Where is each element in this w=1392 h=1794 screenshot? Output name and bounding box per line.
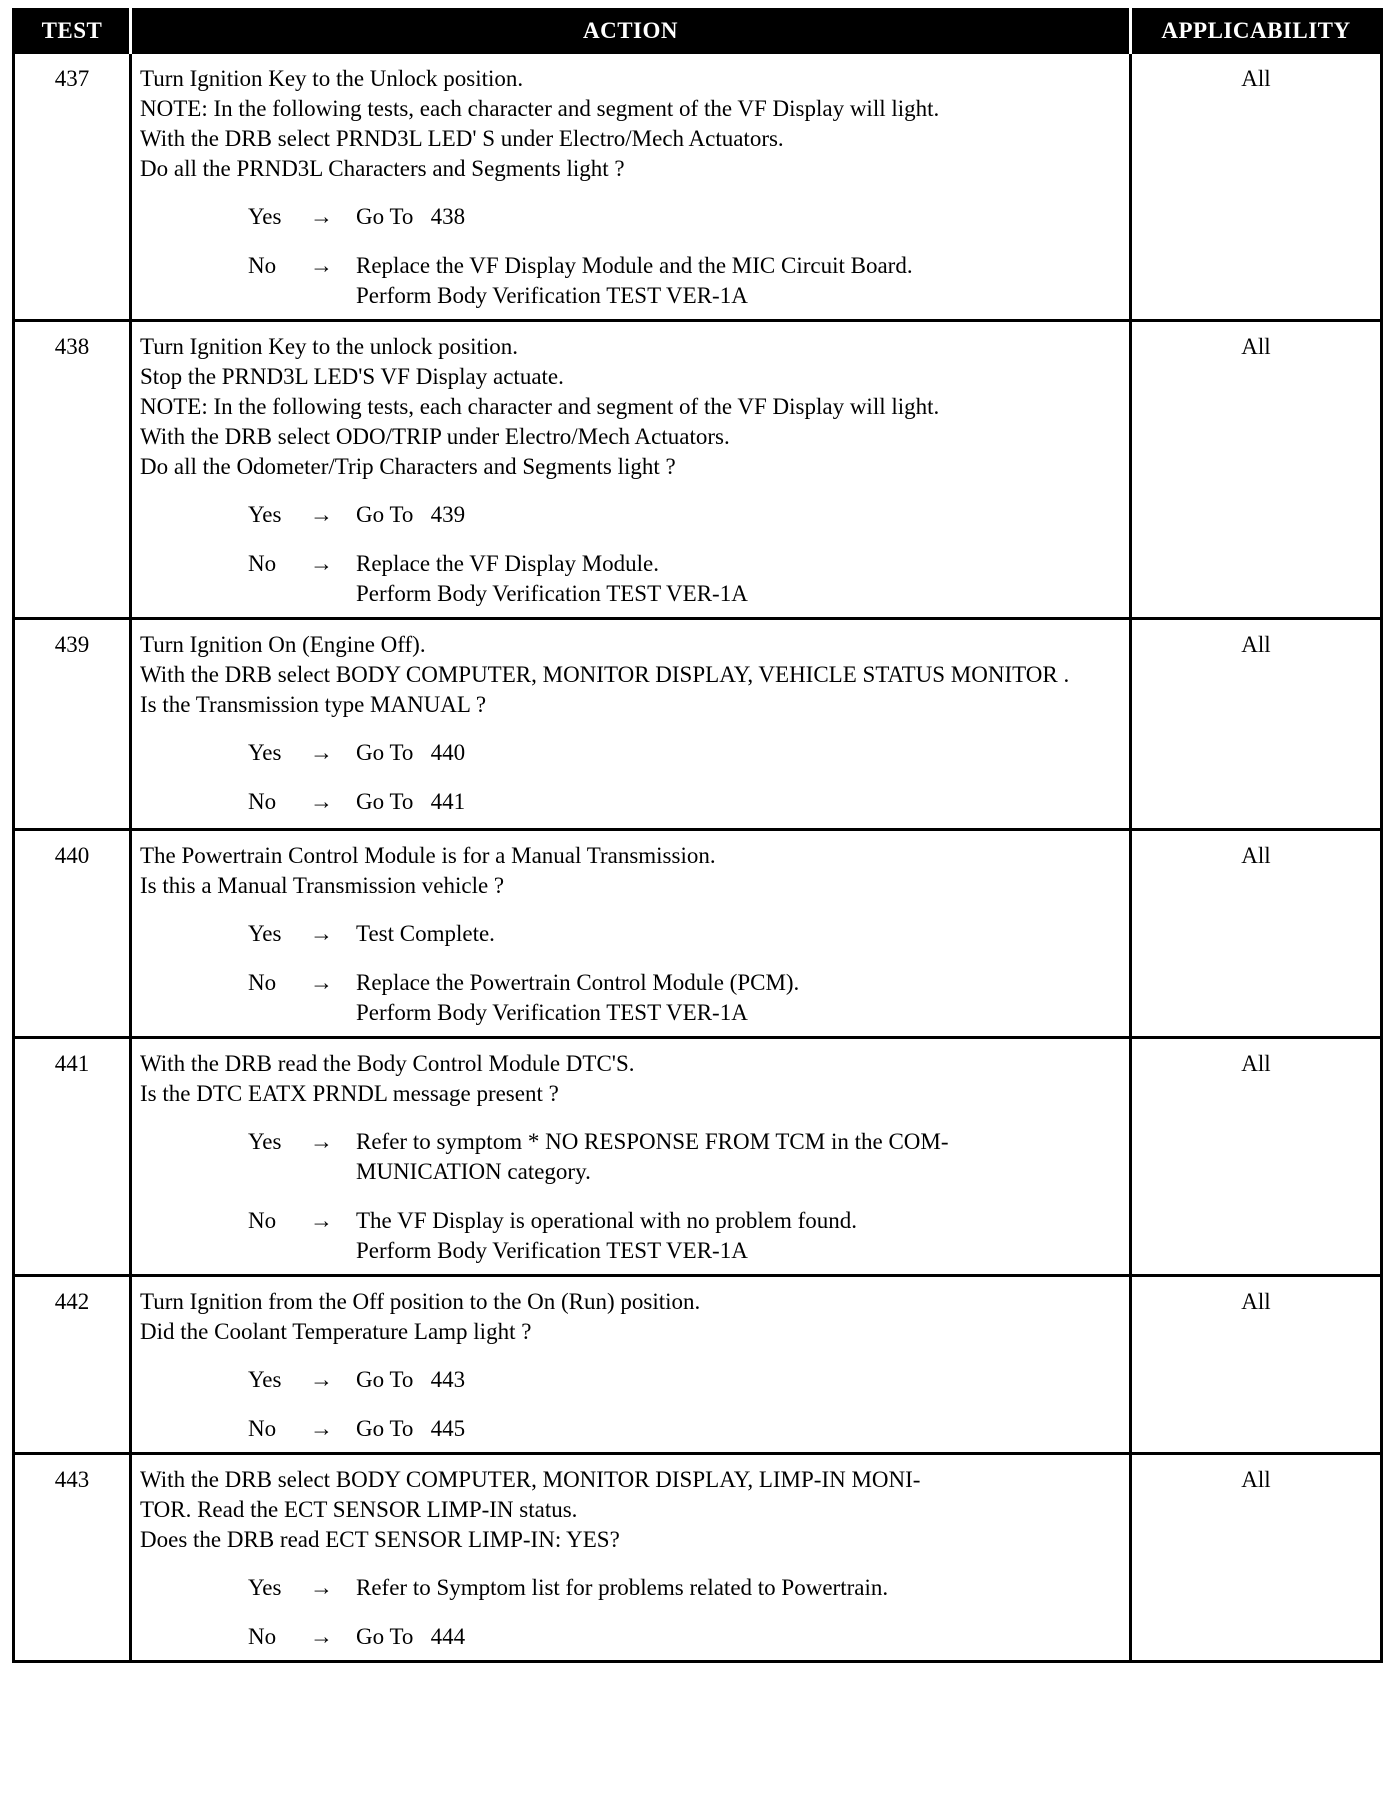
applicability-cell: All xyxy=(1131,830,1382,1038)
result-line: Refer to Symptom list for problems related to Powertrain. xyxy=(356,1575,889,1600)
right-arrow-icon: → xyxy=(310,253,333,278)
yes-answer-result xyxy=(356,500,1121,530)
action-line: Do all the PRND3L Characters and Segments light ? xyxy=(140,156,625,181)
yes-answer xyxy=(248,1365,1121,1395)
result-line: Perform Body Verification TEST VER-1A xyxy=(356,1000,748,1025)
answer-block xyxy=(140,500,1121,609)
yes-answer xyxy=(248,1573,1121,1603)
no-answer-label: No xyxy=(248,1208,277,1233)
action-line: Do all the Odometer/Trip Characters and Segments light ? xyxy=(140,454,676,479)
right-arrow-icon: → xyxy=(310,502,333,527)
no-answer xyxy=(248,549,1121,609)
result-line: Perform Body Verification TEST VER-1A xyxy=(356,283,748,308)
answer-block xyxy=(140,919,1121,1028)
right-arrow-icon: → xyxy=(310,204,333,229)
no-answer-result xyxy=(356,787,1121,817)
action-line: Turn Ignition On (Engine Off). xyxy=(140,632,426,657)
action-line: The Powertrain Control Module is for a Manual Transmission. xyxy=(140,843,716,868)
action-line: NOTE: In the following tests, each character and segment of the VF Display will light. xyxy=(140,394,940,419)
no-answer-label: No xyxy=(248,1624,277,1649)
yes-answer xyxy=(248,919,1121,949)
test-number: 441 xyxy=(14,1038,131,1276)
test-row xyxy=(14,1038,1382,1276)
diagnostic-table xyxy=(12,8,1383,1663)
no-answer xyxy=(248,968,1121,1028)
test-number: 440 xyxy=(14,830,131,1038)
no-answer-label: No xyxy=(248,253,277,278)
no-answer xyxy=(248,1206,1121,1266)
no-answer xyxy=(248,1622,1121,1652)
yes-answer xyxy=(248,202,1121,232)
action-cell xyxy=(131,830,1131,1038)
answer-block xyxy=(140,1573,1121,1652)
action-line: Turn Ignition Key to the unlock position. xyxy=(140,334,519,359)
right-arrow-icon: → xyxy=(310,740,333,765)
yes-answer-label: Yes xyxy=(248,921,282,946)
yes-answer-label: Yes xyxy=(248,1367,282,1392)
no-answer-result xyxy=(356,1414,1121,1444)
right-arrow-icon: → xyxy=(310,970,333,995)
action-line: TOR. Read the ECT SENSOR LIMP-IN status. xyxy=(140,1497,578,1522)
action-line: With the DRB read the Body Control Module DTC'S. xyxy=(140,1051,635,1076)
diagnostic-page xyxy=(12,8,1380,1780)
applicability-cell: All xyxy=(1131,321,1382,619)
result-line: Go To 438 xyxy=(356,204,466,229)
result-line: Go To 441 xyxy=(356,789,466,814)
test-number: 439 xyxy=(14,619,131,830)
answer-block xyxy=(140,738,1121,817)
result-line: Test Complete. xyxy=(356,921,495,946)
test-row xyxy=(14,830,1382,1038)
action-line: With the DRB select PRND3L LED' S under Electro/Mech Actuators. xyxy=(140,126,784,151)
action-cell xyxy=(131,619,1131,830)
action-cell xyxy=(131,1276,1131,1454)
action-line: Does the DRB read ECT SENSOR LIMP-IN: YES? xyxy=(140,1527,620,1552)
answer-block xyxy=(140,202,1121,311)
action-line: Turn Ignition Key to the Unlock position. xyxy=(140,66,524,91)
yes-answer-result xyxy=(356,1573,1121,1603)
action-line: Is this a Manual Transmission vehicle ? xyxy=(140,873,505,898)
result-line: Replace the VF Display Module. xyxy=(356,551,659,576)
action-cell xyxy=(131,1038,1131,1276)
action-line: Did the Coolant Temperature Lamp light ? xyxy=(140,1319,532,1344)
action-line: Stop the PRND3L LED'S VF Display actuate. xyxy=(140,364,564,389)
test-row xyxy=(14,1454,1382,1662)
no-answer xyxy=(248,251,1121,311)
yes-answer-label: Yes xyxy=(248,1129,282,1154)
action-line: Turn Ignition from the Off position to the On (Run) position. xyxy=(140,1289,701,1314)
right-arrow-icon: → xyxy=(310,789,333,814)
result-line: The VF Display is operational with no problem found. xyxy=(356,1208,858,1233)
applicability-cell: All xyxy=(1131,1276,1382,1454)
no-answer-label: No xyxy=(248,970,277,995)
action-cell xyxy=(131,1454,1131,1662)
yes-answer xyxy=(248,738,1121,768)
result-line: Go To 440 xyxy=(356,740,466,765)
result-line: Replace the VF Display Module and the MIC Circuit Board. xyxy=(356,253,913,278)
applicability-cell: All xyxy=(1131,619,1382,830)
table-header-row xyxy=(14,10,1382,53)
header-action: ACTION xyxy=(131,10,1131,53)
no-answer xyxy=(248,787,1121,817)
yes-answer-label: Yes xyxy=(248,502,282,527)
answer-block xyxy=(140,1365,1121,1444)
result-line: Refer to symptom * NO RESPONSE FROM TCM in the COM- xyxy=(356,1129,949,1154)
header-test: TEST xyxy=(14,10,131,53)
right-arrow-icon: → xyxy=(310,921,333,946)
test-number: 442 xyxy=(14,1276,131,1454)
result-line: Go To 443 xyxy=(356,1367,466,1392)
test-number: 443 xyxy=(14,1454,131,1662)
applicability-cell: All xyxy=(1131,53,1382,321)
test-row xyxy=(14,53,1382,321)
action-line: With the DRB select BODY COMPUTER, MONITOR DISPLAY, LIMP-IN MONI- xyxy=(140,1467,921,1492)
no-answer-result xyxy=(356,251,1121,311)
result-line: Perform Body Verification TEST VER-1A xyxy=(356,1238,748,1263)
yes-answer-label: Yes xyxy=(248,1575,282,1600)
yes-answer-result xyxy=(356,738,1121,768)
yes-answer-result xyxy=(356,1365,1121,1395)
right-arrow-icon: → xyxy=(310,1208,333,1233)
test-row xyxy=(14,321,1382,619)
result-line: Replace the Powertrain Control Module (PCM). xyxy=(356,970,800,995)
result-line: Go To 444 xyxy=(356,1624,466,1649)
action-cell xyxy=(131,53,1131,321)
action-line: With the DRB select BODY COMPUTER, MONITOR DISPLAY, VEHICLE STATUS MONITOR . xyxy=(140,662,1070,687)
yes-answer-result xyxy=(356,1127,1121,1187)
answer-block xyxy=(140,1127,1121,1266)
yes-answer xyxy=(248,1127,1121,1187)
action-line: NOTE: In the following tests, each character and segment of the VF Display will light. xyxy=(140,96,940,121)
test-number: 438 xyxy=(14,321,131,619)
right-arrow-icon: → xyxy=(310,1129,333,1154)
yes-answer-label: Yes xyxy=(248,740,282,765)
yes-answer-label: Yes xyxy=(248,204,282,229)
right-arrow-icon: → xyxy=(310,1367,333,1392)
applicability-cell: All xyxy=(1131,1038,1382,1276)
no-answer-result xyxy=(356,1206,1121,1266)
no-answer-label: No xyxy=(248,551,277,576)
test-row xyxy=(14,1276,1382,1454)
yes-answer xyxy=(248,500,1121,530)
result-line: Go To 439 xyxy=(356,502,466,527)
right-arrow-icon: → xyxy=(310,551,333,576)
result-line: MUNICATION category. xyxy=(356,1159,591,1184)
yes-answer-result xyxy=(356,202,1121,232)
table-body xyxy=(14,53,1382,1662)
header-applicability: APPLICABILITY xyxy=(1131,10,1382,53)
right-arrow-icon: → xyxy=(310,1575,333,1600)
no-answer xyxy=(248,1414,1121,1444)
right-arrow-icon: → xyxy=(310,1416,333,1441)
no-answer-result xyxy=(356,1622,1121,1652)
result-line: Go To 445 xyxy=(356,1416,466,1441)
action-line: Is the DTC EATX PRNDL message present ? xyxy=(140,1081,559,1106)
no-answer-result xyxy=(356,968,1121,1028)
test-number: 437 xyxy=(14,53,131,321)
action-line: Is the Transmission type MANUAL ? xyxy=(140,692,487,717)
result-line: Perform Body Verification TEST VER-1A xyxy=(356,581,748,606)
no-answer-label: No xyxy=(248,789,277,814)
right-arrow-icon: → xyxy=(310,1624,333,1649)
applicability-cell: All xyxy=(1131,1454,1382,1662)
no-answer-result xyxy=(356,549,1121,609)
action-cell xyxy=(131,321,1131,619)
no-answer-label: No xyxy=(248,1416,277,1441)
action-line: With the DRB select ODO/TRIP under Electro/Mech Actuators. xyxy=(140,424,730,449)
yes-answer-result xyxy=(356,919,1121,949)
test-row xyxy=(14,619,1382,830)
